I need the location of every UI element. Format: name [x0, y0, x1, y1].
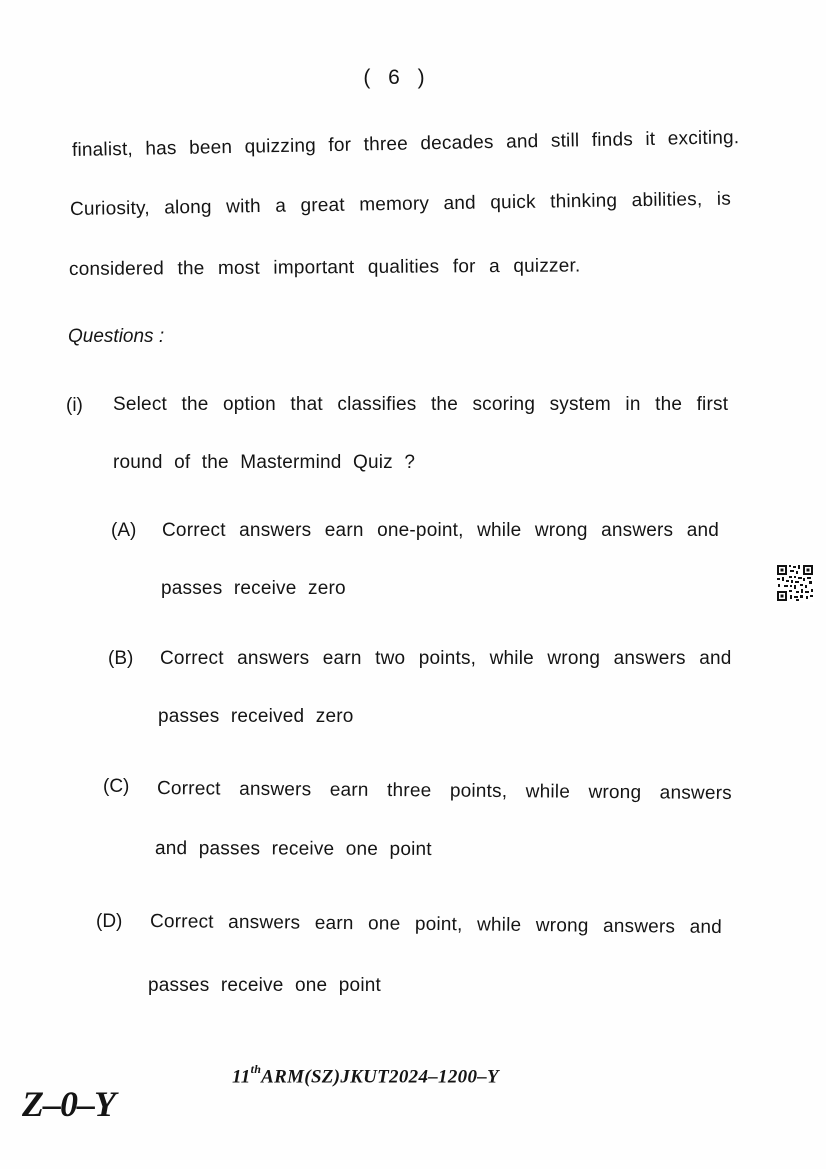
- option-a-text-line-1: Correct answers earn one-point, while wrong answers and: [162, 520, 720, 541]
- question-text-line-1: Select the option that classifies the scoring system in the first: [113, 394, 729, 415]
- option-c-text-line-1: Correct answers earn three points, while wrong answers: [156, 778, 732, 805]
- option-a-label: (A): [111, 520, 137, 541]
- option-c-text-line-2: and passes receive one point: [154, 838, 432, 860]
- option-c-label: (C): [103, 776, 130, 797]
- paper-series-code: [232, 1064, 499, 1088]
- qr-code-icon: [776, 564, 814, 602]
- questions-heading: Questions :: [68, 326, 165, 347]
- paper-set-code: Z–0–Y: [22, 1084, 115, 1124]
- option-d-text-line-2: passes receive one point: [148, 975, 381, 996]
- series-code-suffix: ARM(SZ)JKUT2024–1200–Y: [261, 1066, 499, 1088]
- page-number: ( 6 ): [363, 66, 431, 89]
- question-text-line-2: round of the Mastermind Quiz ?: [113, 452, 416, 473]
- option-a-text-line-2: passes receive zero: [161, 578, 346, 599]
- question-label: (i): [66, 395, 83, 416]
- option-d-label: (D): [96, 911, 123, 932]
- option-d-text-line-1: Correct answers earn one point, while wrong answers and: [149, 911, 723, 938]
- option-b-text-line-1: Correct answers earn two points, while wrong answers and: [160, 648, 732, 669]
- passage-line-2: Curiosity, along with a great memory and quick thinking abilities, is: [69, 188, 732, 220]
- option-b-text-line-2: passes received zero: [158, 706, 354, 727]
- option-b-label: (B): [108, 648, 134, 669]
- series-code-prefix: 11: [232, 1066, 251, 1088]
- series-code-superscript: th: [250, 1062, 262, 1076]
- passage-line-1: finalist, has been quizzing for three decades and still finds it exciting.: [71, 127, 740, 161]
- passage-line-3: considered the most important qualities for a quizzer.: [68, 255, 581, 280]
